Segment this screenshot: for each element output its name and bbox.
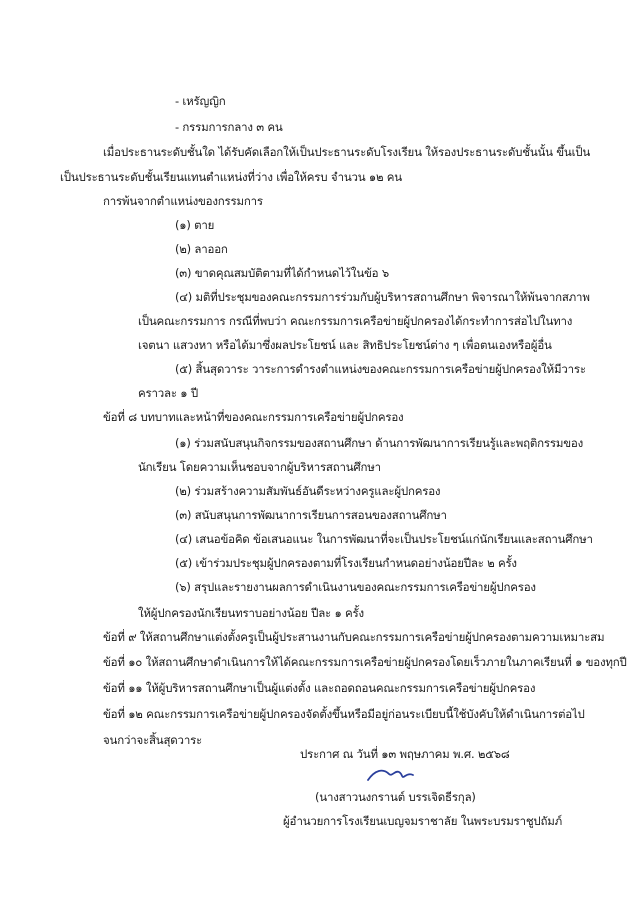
signatory-name: (นางสาวนงกรานต์ บรรเจิดธีรกุล) <box>315 790 476 804</box>
clause-continuation: จนกว่าจะสิ้นสุดวาระ <box>103 733 203 747</box>
treasurer-line: - เหรัญญิก <box>175 94 226 108</box>
paragraph-line: เมื่อประธานระดับชั้นใด ได้รับคัดเลือกให้เป็นประธานระดับโรงเรียน ให้รองประธานระดับชั้นนั้น ขึ้นเป็น <box>103 145 591 159</box>
list-item: (๔) เสนอข้อคิด ข้อเสนอแนะ ในการพัฒนาที่จะเป็นประโยชน์แก่นักเรียนและสถานศึกษา <box>175 532 593 546</box>
list-item: (๖) สรุปและรายงานผลการดำเนินงานของคณะกรรมการเครือข่ายผู้ปกครอง <box>175 580 536 594</box>
list-item: (๒) ร่วมสร้างความสัมพันธ์อันดีระหว่างครูและผู้ปกครอง <box>175 484 441 498</box>
list-item: (๑) ตาย <box>175 218 215 232</box>
clause-paragraph: ข้อที่ ๑๐ ให้สถานศึกษาดำเนินการให้ได้คณะกรรมการเครือข่ายผู้ปกครองโดยเร็วภายในภาคเรียนที่ ๑ ของทุกปี <box>103 655 627 669</box>
paragraph-line: เป็นประธานระดับชั้นเรียนแทนตำแหน่งที่ว่าง เพื่อให้ครบ จำนวน ๑๒ คน <box>60 170 402 184</box>
list-item: (๔) มติที่ประชุมของคณะกรรมการร่วมกับผู้บริหารสถานศึกษา พิจารณาให้พ้นจากสภาพ <box>175 290 590 304</box>
list-item: (๒) ลาออก <box>175 242 228 256</box>
list-item: (๓) สนับสนุนการพัฒนาการเรียนการสอนของสถานศึกษา <box>175 508 447 522</box>
signatory-title: ผู้อำนวยการโรงเรียนเบญจมราชาลัย ในพระบรมราชูปถัมภ์ <box>283 814 563 828</box>
list-item: (๑) ร่วมสนับสนุนกิจกรรมของสถานศึกษา ด้านการพัฒนาการเรียนรู้และพฤติกรรมของ <box>175 436 583 450</box>
clause-paragraph: ข้อที่ ๑๒ คณะกรรมการเครือข่ายผู้ปกครองจัดตั้งขึ้นหรือมีอยู่ก่อนระเบียบนี้ใช้บังคับให้ดำเนินการต่อไป <box>103 707 585 721</box>
list-item-continuation: ให้ผู้ปกครองนักเรียนทราบอย่างน้อย ปีละ ๑ ครั้ง <box>138 606 364 620</box>
section-heading: การพ้นจากตำแหน่งของกรรมการ <box>103 194 263 208</box>
signature-stroke <box>368 771 413 780</box>
clause-paragraph: ข้อที่ ๑๑ ให้ผู้บริหารสถานศึกษาเป็นผู้แต่งตั้ง และถอดถอนคณะกรรมการเครือข่ายผู้ปกครอง <box>103 681 536 695</box>
list-item: (๕) สิ้นสุดวาระ วาระการดำรงตำแหน่งของคณะกรรมการเครือข่ายผู้ปกครองให้มีวาระ <box>175 362 586 376</box>
announcement-date: ประกาศ ณ วันที่ ๑๓ พฤษภาคม พ.ศ. ๒๕๖๘ <box>300 747 510 761</box>
clause-heading: ข้อที่ ๘ บทบาทและหน้าที่ของคณะกรรมการเครือข่ายผู้ปกครอง <box>103 410 404 424</box>
list-item-continuation: เจตนา แสวงหา หรือได้มาซึ่งผลประโยชน์ และ สิทธิประโยชน์ต่าง ๆ เพื่อตนเองหรือผู้อื่น <box>138 338 552 352</box>
list-item-continuation: คราวละ ๑ ปี <box>138 386 198 400</box>
list-item: (๓) ขาดคุณสมบัติตามที่ได้กำหนดไว้ในข้อ ๖ <box>175 266 389 280</box>
central-committee-line: - กรรมการกลาง ๓ คน <box>175 120 283 134</box>
list-item: (๕) เข้าร่วมประชุมผู้ปกครองตามที่โรงเรียนกำหนดอย่างน้อยปีละ ๒ ครั้ง <box>175 556 517 570</box>
list-item-continuation: เป็นคณะกรรมการ กรณีที่พบว่า คณะกรรมการเครือข่ายผู้ปกครองได้กระทำการส่อไปในทาง <box>138 314 573 328</box>
list-item-continuation: นักเรียน โดยความเห็นชอบจากผู้บริหารสถานศึกษา <box>138 460 381 474</box>
signature <box>365 764 415 786</box>
clause-paragraph: ข้อที่ ๙ ให้สถานศึกษาแต่งตั้งครูเป็นผู้ประสานงานกับคณะกรรมการเครือข่ายผู้ปกครองตามความเหมาะสม <box>103 630 605 644</box>
